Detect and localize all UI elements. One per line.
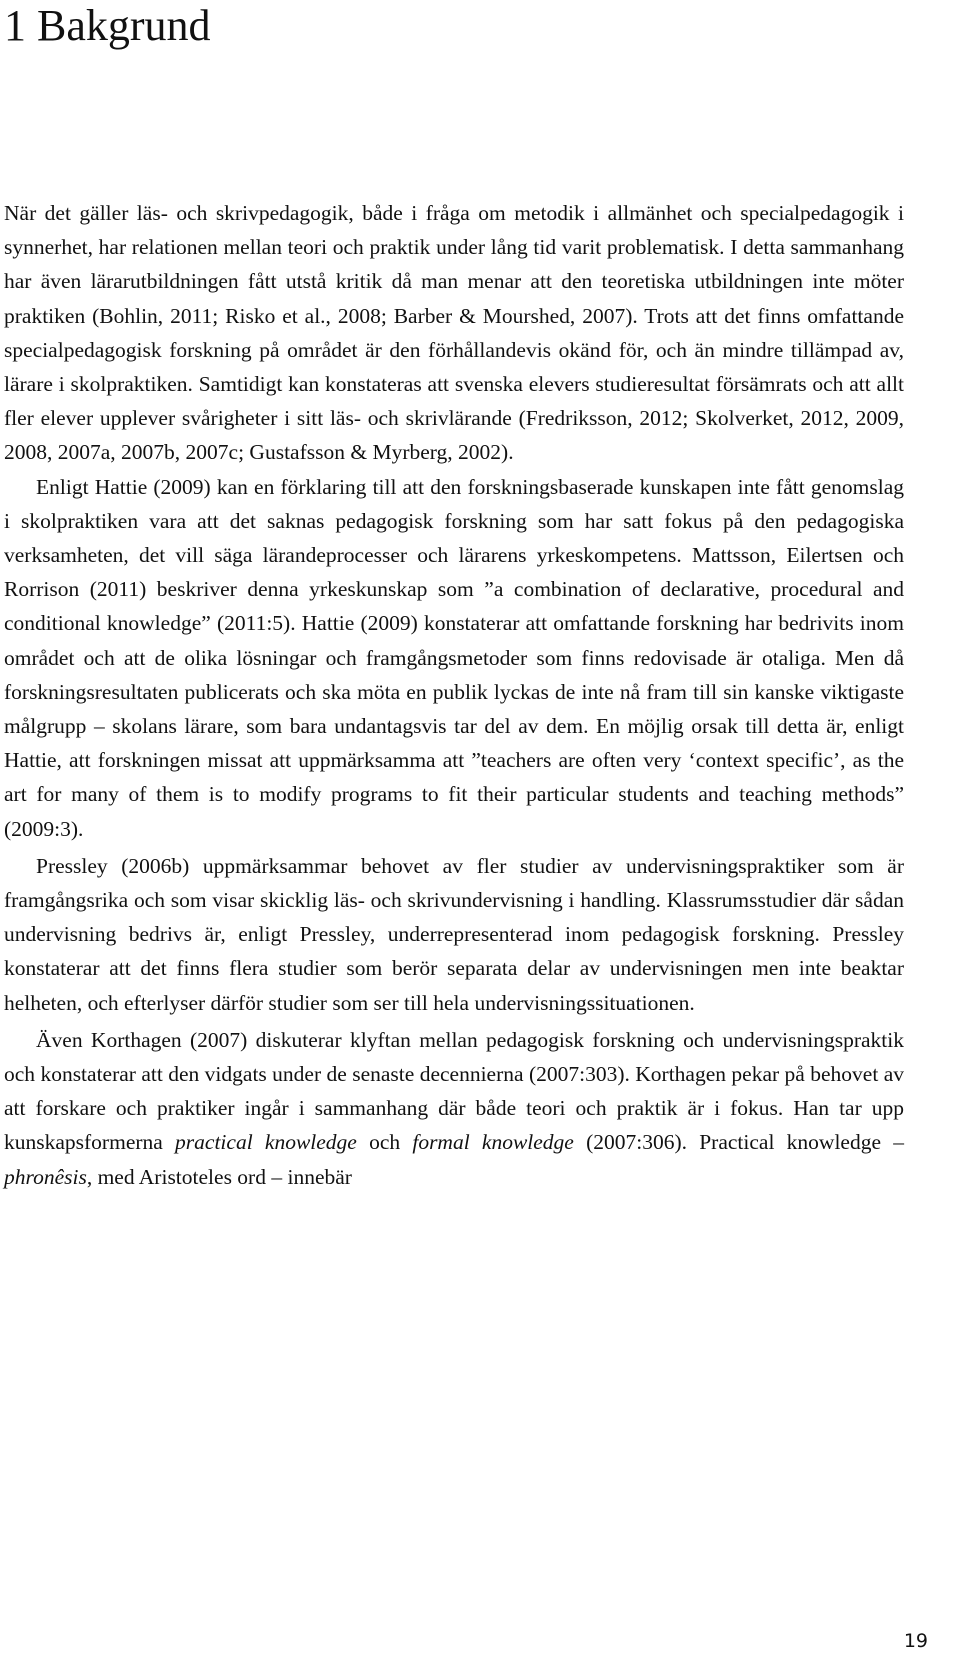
term-phronesis: phronêsis (4, 1164, 87, 1189)
paragraph-4-text-c: (2007:306). Practical knowledge – (573, 1130, 904, 1155)
paragraph-4 (4, 1023, 904, 1194)
page-number: 19 (903, 1630, 928, 1652)
term-practical-knowledge: practical knowledge (175, 1130, 357, 1155)
body-text (4, 196, 904, 1194)
paragraph-3: Pressley (2006b) uppmärksammar behovet av fler studier av undervisningspraktiker som är framgångsrika och som visar skicklig läs- och skrivundervisning i handling. Klassrumsstudier där sådan undervisning bedrivs är, enligt Pressley, underrepresenterad inom pedagogisk forskning. Pressley konstaterar att det finns flera studier som berör separata delar av undervisningen men inte beaktar helheten, och efterlyser därför studier som ser till hela undervisningssituationen. (4, 853, 904, 1015)
paragraph-2: Enligt Hattie (2009) kan en förklaring till att den forskningsbaserade kunskapen inte fått genomslag i skolpraktiken vara att det saknas pedagogisk forskning som har satt fokus på den pedagogiska verksamheten, det vill säga lärandeprocesser och lärarens yrkeskompetens. Mattsson, Eilertsen och Rorrison (2011) beskriver denna yrkeskunskap som ”a combination of declarative, procedural and conditional knowledge” (2011:5). Hattie (2009) konstaterar att omfattande forskning har bedrivits inom området och att de olika lösningar och framgångsmetoder som finns redovisade är otaliga. Men då forskningsresultaten publicerats och ska möta en publik lyckas de inte nå fram till sin kanske viktigaste målgrupp – skolans lärare, som bara undantagsvis tar del av dem. En möjlig orsak till detta är, enligt Hattie, att forskningen missat att uppmärksamma att ”teachers are often very ‘context specific’, as the art for many of them is to modify programs to fit their particular students and teaching methods” (2009:3). (4, 474, 904, 841)
paragraph-4-text-b: och (356, 1130, 413, 1155)
paragraph-1: När det gäller läs- och skrivpedagogik, både i fråga om metodik i allmänhet och specialpedagogik i synnerhet, har relationen mellan teori och praktik under lång tid varit problematisk. I detta sammanhang har även lärarutbildningen fått utstå kritik då man menar att den teoretiska utbildningen inte möter praktiken (Bohlin, 2011; Risko et al., 2008; Barber & Mourshed, 2007). Trots att det finns omfattande specialpedagogisk forskning på området är den förhållandevis okänd för, och än mindre tillämpad av, lärare i skolpraktiken. Samtidigt kan konstateras att svenska elevers studieresultat försämrats och att allt fler elever upplever svårigheter i sitt läs- och skrivlärande (Fredriksson, 2012; Skolverket, 2012, 2009, 2008, 2007a, 2007b, 2007c; Gustafsson & Myrberg, 2002). (4, 201, 904, 465)
paragraph-4-text-a: Även Korthagen (2007) diskuterar klyftan mellan pedagogisk forskning och undervisningspraktik och konstaterar att den vidgats under de senaste decennierna (2007:303). Korthagen pekar på behovet av att forskare och praktiker ingår i sammanhang där både teori och praktik är i fokus. Han tar upp kunskapsformerna (4, 1027, 904, 1155)
paragraph-4-text-d: , med Aristoteles ord – innebär (86, 1164, 352, 1189)
chapter-heading: 1 Bakgrund (4, 1, 211, 50)
term-formal-knowledge: formal knowledge (412, 1130, 574, 1155)
